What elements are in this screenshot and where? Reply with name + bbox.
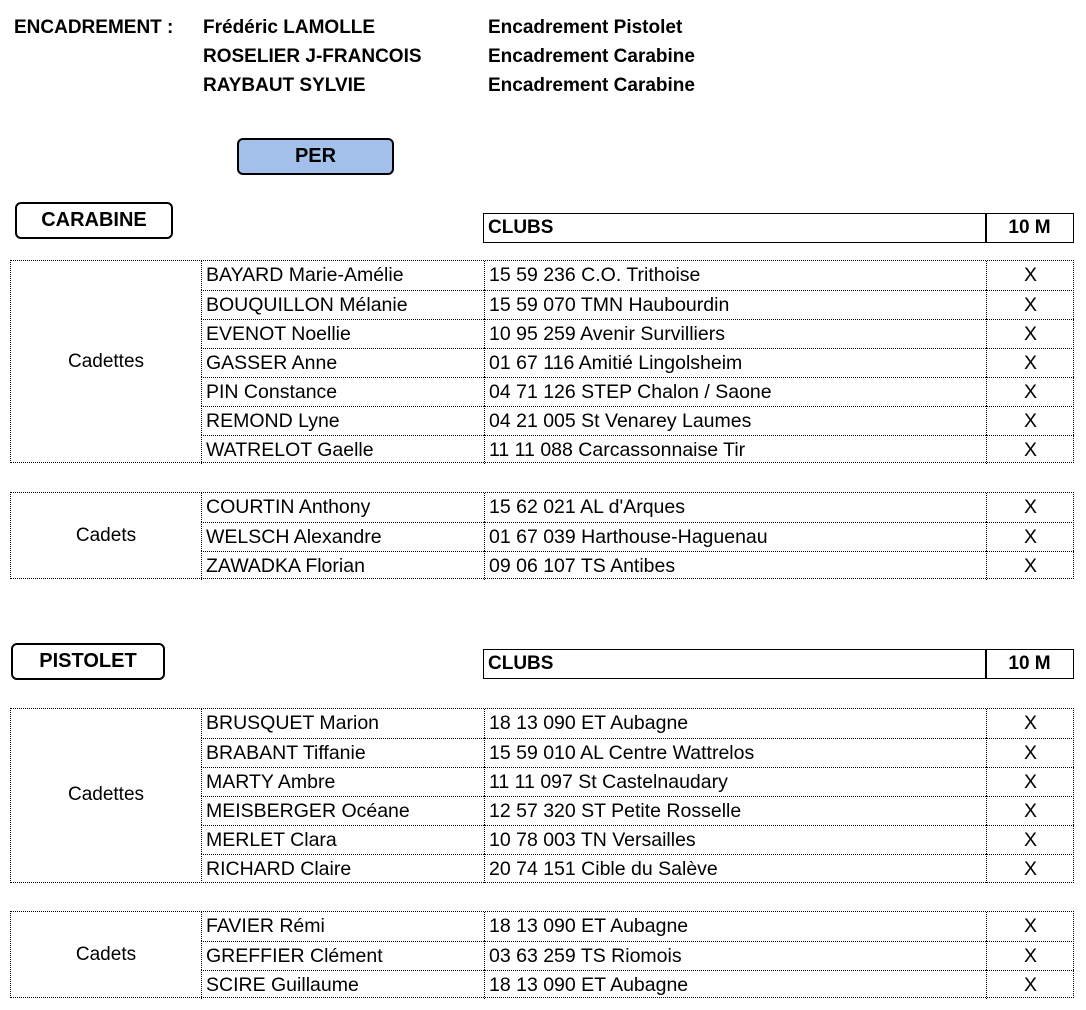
club-cell: 03 63 259 TS Riomois [484, 941, 986, 970]
athlete-name: ZAWADKA Florian [201, 551, 484, 580]
staff-role: Encadrement Pistolet [488, 17, 683, 38]
club-cell: 18 13 090 ET Aubagne [484, 970, 986, 999]
staff-name: Frédéric LAMOLLE [203, 17, 376, 38]
distance-column-header [985, 649, 1074, 679]
athlete-name: BAYARD Marie-Amélie [201, 261, 484, 290]
club-cell: 11 11 088 Carcassonnaise Tir [484, 435, 986, 464]
club-cell: 18 13 090 ET Aubagne [484, 912, 986, 941]
encadrement-label: ENCADREMENT : [14, 17, 174, 38]
mark-cell: X [986, 825, 1074, 854]
mark-cell: X [986, 435, 1074, 464]
mark-cell: X [986, 970, 1074, 999]
table-row [11, 796, 1073, 825]
distance-column-header [985, 213, 1074, 243]
mark-cell: X [986, 912, 1074, 941]
club-cell: 15 59 010 AL Centre Wattrelos [484, 738, 986, 767]
staff-role: Encadrement Carabine [488, 75, 695, 96]
mark-cell: X [986, 796, 1074, 825]
club-cell: 15 59 236 C.O. Trithoise [484, 261, 986, 290]
table-row [11, 825, 1073, 854]
category-label: Cadettes [67, 784, 145, 805]
club-cell: 04 71 126 STEP Chalon / Saone [484, 377, 986, 406]
table-row [11, 941, 1073, 970]
club-cell: 18 13 090 ET Aubagne [484, 709, 986, 738]
club-cell: 20 74 151 Cible du Salève [484, 854, 986, 883]
table-row [11, 435, 1073, 464]
table-row [11, 551, 1073, 580]
club-cell: 15 59 070 TMN Haubourdin [484, 290, 986, 319]
pistolet-group-cadettes [10, 708, 1074, 883]
carabine-section-title: CARABINE [15, 202, 173, 239]
club-cell: 04 21 005 St Venarey Laumes [484, 406, 986, 435]
mark-cell: X [986, 551, 1074, 580]
table-row [11, 261, 1073, 290]
mark-cell: X [986, 406, 1074, 435]
staff-name: RAYBAUT SYLVIE [203, 75, 366, 96]
table-row [11, 348, 1073, 377]
per-badge: PER [237, 138, 394, 175]
pistolet-section-title: PISTOLET [11, 643, 165, 680]
mark-cell: X [986, 348, 1074, 377]
athlete-name: MARTY Ambre [201, 767, 484, 796]
club-cell: 10 78 003 TN Versailles [484, 825, 986, 854]
table-row [11, 377, 1073, 406]
table-row [11, 709, 1073, 738]
mark-cell: X [986, 261, 1074, 290]
mark-cell: X [986, 738, 1074, 767]
athlete-name: BRUSQUET Marion [201, 709, 484, 738]
table-row [11, 319, 1073, 348]
club-cell: 15 62 021 AL d'Arques [484, 493, 986, 522]
mark-cell: X [986, 290, 1074, 319]
mark-cell: X [986, 377, 1074, 406]
club-cell: 01 67 039 Harthouse-Haguenau [484, 522, 986, 551]
club-cell: 01 67 116 Amitié Lingolsheim [484, 348, 986, 377]
mark-cell: X [986, 941, 1074, 970]
table-row [11, 912, 1073, 941]
club-cell: 10 95 259 Avenir Survilliers [484, 319, 986, 348]
category-label: Cadets [75, 524, 137, 546]
clubs-header-label: CLUBS [488, 217, 554, 238]
category-label: Cadettes [67, 350, 145, 372]
athlete-name: MEISBERGER Océane [201, 796, 484, 825]
athlete-name: BOUQUILLON Mélanie [201, 290, 484, 319]
athlete-name: BRABANT Tiffanie [201, 738, 484, 767]
table-row [11, 767, 1073, 796]
athlete-name: WELSCH Alexandre [201, 522, 484, 551]
athlete-name: MERLET Clara [201, 825, 484, 854]
table-row [11, 970, 1073, 999]
athlete-name: PIN Constance [201, 377, 484, 406]
table-row [11, 406, 1073, 435]
clubs-header-label: CLUBS [488, 653, 554, 674]
distance-header-label: 10 M [1008, 653, 1051, 674]
athlete-name: FAVIER Rémi [201, 912, 484, 941]
athlete-name: GASSER Anne [201, 348, 484, 377]
athlete-name: GREFFIER Clément [201, 941, 484, 970]
athlete-name: COURTIN Anthony [201, 493, 484, 522]
athlete-name: EVENOT Noellie [201, 319, 484, 348]
mark-cell: X [986, 767, 1074, 796]
athlete-name: WATRELOT Gaelle [201, 435, 484, 464]
table-row [11, 854, 1073, 883]
clubs-column-header [483, 213, 987, 243]
athlete-name: SCIRE Guillaume [201, 970, 484, 999]
mark-cell: X [986, 709, 1074, 738]
staff-role: Encadrement Carabine [488, 46, 695, 67]
mark-cell: X [986, 522, 1074, 551]
table-row [11, 493, 1073, 522]
mark-cell: X [986, 319, 1074, 348]
staff-name: ROSELIER J-FRANCOIS [203, 46, 422, 67]
mark-cell: X [986, 854, 1074, 883]
club-cell: 11 11 097 St Castelnaudary [484, 767, 986, 796]
club-cell: 12 57 320 ST Petite Rosselle [484, 796, 986, 825]
athlete-name: REMOND Lyne [201, 406, 484, 435]
athlete-name: RICHARD Claire [201, 854, 484, 883]
category-label: Cadets [75, 943, 137, 965]
table-row [11, 738, 1073, 767]
table-row [11, 522, 1073, 551]
mark-cell: X [986, 493, 1074, 522]
carabine-group-cadettes [10, 260, 1074, 463]
table-row [11, 290, 1073, 319]
pistolet-group-cadets [10, 911, 1074, 998]
clubs-column-header [483, 649, 987, 679]
distance-header-label: 10 M [1008, 217, 1051, 238]
carabine-group-cadets [10, 492, 1074, 579]
club-cell: 09 06 107 TS Antibes [484, 551, 986, 580]
